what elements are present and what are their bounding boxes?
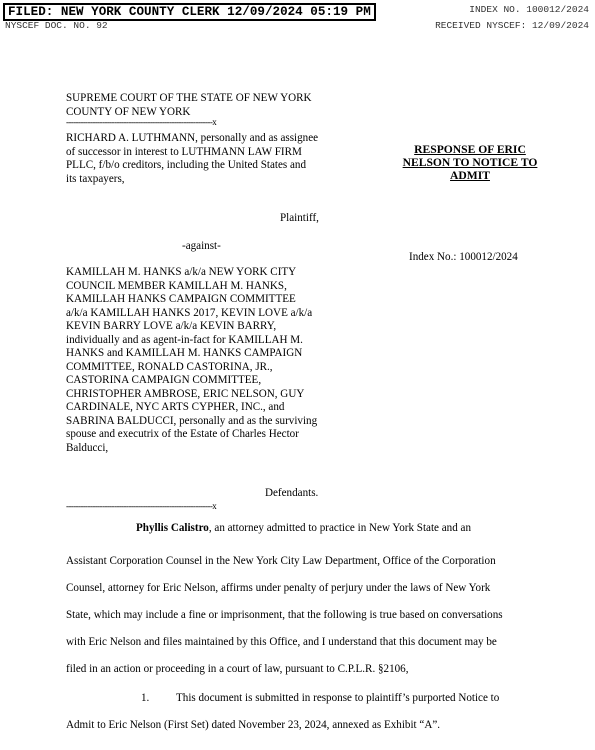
plaintiff-line: PLLC, f/b/o creditors, including the United States and (66, 159, 307, 171)
index-number: Index No.: 100012/2024 (409, 251, 518, 263)
defendant-line: KEVIN BARRY LOVE a/k/a KEVIN BARRY, (66, 320, 277, 332)
plaintiff-role: Plaintiff, (280, 212, 319, 224)
defendants-role: Defendants. (265, 487, 319, 499)
plaintiff-block (66, 132, 348, 186)
defendant-line: HANKS and KAMILLAH M. HANKS CAMPAIGN (66, 347, 303, 359)
defendant-line: CARDINALE, NYC ARTS CYPHER, INC., and (66, 401, 285, 413)
affirmation-line: filed in an action or proceeding in a court of law, pursuant to C.P.L.R. §2106, (66, 663, 409, 675)
plaintiff-line: of successor in interest to LUTHMANN LAW FIRM (66, 145, 302, 158)
against-label: -against- (182, 240, 221, 252)
plaintiff-line: its taxpayers, (66, 172, 125, 185)
affirmation-line: with Eric Nelson and files maintained by this Office, and I understand that this document may be (66, 636, 497, 648)
affirmation-text: , an attorney admitted to practice in New York State and an (208, 522, 472, 534)
court-name: SUPREME COURT OF THE STATE OF NEW YORK (66, 92, 312, 104)
defendant-line: SABRINA BALDUCCI, personally and as the surviving (66, 414, 318, 427)
response-title-line: NELSON TO NOTICE TO (402, 156, 538, 170)
response-title-line: ADMIT (450, 169, 490, 183)
filed-stamp: FILED: NEW YORK COUNTY CLERK 12/09/2024 05:19 PM (3, 3, 376, 21)
affirmation-line: Counsel, attorney for Eric Nelson, affirms under penalty of perjury under the laws of New York (66, 582, 491, 594)
affirmation-line: State, which may include a fine or imprisonment, that the following is true based on conversations (66, 609, 503, 621)
caption-separator-bottom: -------------------------------------------------------------x (66, 501, 217, 511)
response-title-line: RESPONSE OF ERIC (414, 143, 526, 156)
defendant-line: individually and as agent-in-fact for KAMILLAH M. (66, 333, 303, 346)
affiant-name: Phyllis Calistro (136, 522, 209, 534)
defendants-block (66, 266, 356, 455)
defendant-line: KAMILLAH HANKS CAMPAIGN COMMITTEE (66, 293, 296, 305)
defendant-line: a/k/a KAMILLAH HANKS 2017, KEVIN LOVE a/k/a (66, 306, 313, 319)
defendant-line: CHRISTOPHER AMBROSE, ERIC NELSON, GUY (66, 387, 305, 400)
plaintiff-line: RICHARD A. LUTHMANN, personally and as assignee (66, 132, 319, 144)
received-date: RECEIVED NYSCEF: 12/09/2024 (435, 20, 589, 31)
index-no-header: INDEX NO. 100012/2024 (469, 4, 589, 15)
defendant-line: spouse and executrix of the Estate of Charles Hector (66, 428, 299, 440)
paragraph-number: 1. (141, 692, 150, 704)
paragraph-text: This document is submitted in response to plaintiff’s purported Notice to (176, 692, 500, 704)
defendant-line: COMMITTEE, RONALD CASTORINA, JR., (66, 360, 273, 373)
affirmation-line (136, 522, 471, 534)
defendant-line: COUNCIL MEMBER KAMILLAH M. HANKS, (66, 279, 287, 292)
response-title (390, 143, 550, 183)
paragraph-text: Admit to Eric Nelson (First Set) dated November 23, 2024, annexed as Exhibit “A”. (66, 719, 441, 731)
defendant-line: KAMILLAH M. HANKS a/k/a NEW YORK CITY (66, 266, 297, 278)
nyscef-doc-no: NYSCEF DOC. NO. 92 (5, 20, 108, 31)
defendant-line: CASTORINA CAMPAIGN COMMITTEE, (66, 374, 262, 386)
county-name: COUNTY OF NEW YORK (66, 105, 191, 118)
court-caption (66, 92, 366, 119)
caption-separator-top: -------------------------------------------------------------x (66, 117, 217, 127)
affirmation-line: Assistant Corporation Counsel in the New York City Law Department, Office of the Corporation (66, 555, 496, 567)
defendant-line: Balducci, (66, 441, 109, 454)
